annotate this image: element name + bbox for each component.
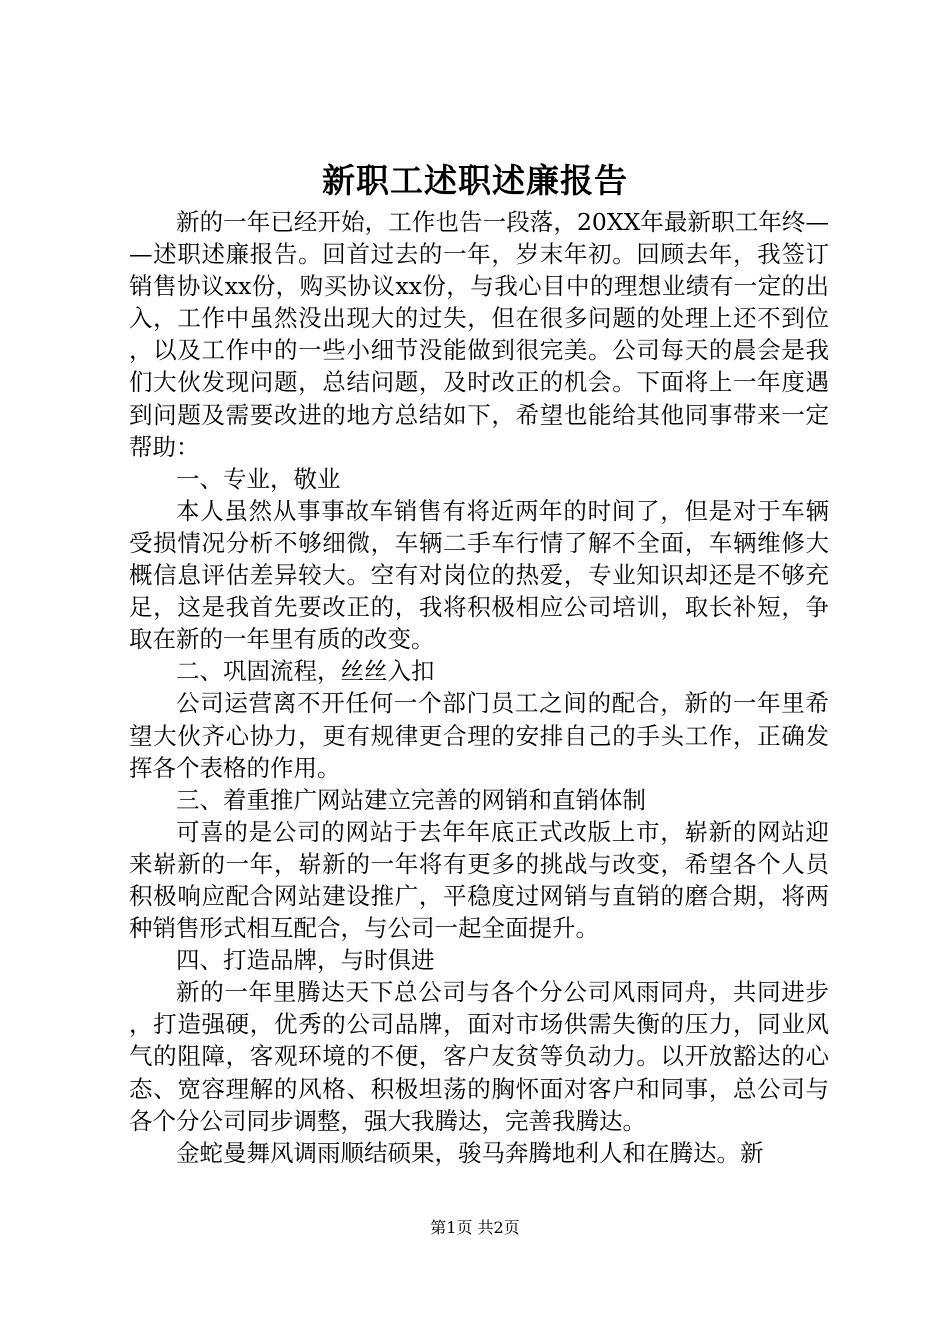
section-heading-2: 二、巩固流程，丝丝入扣	[176, 657, 435, 686]
section-heading-3: 三、着重推广网站建立完善的网销和直销体制	[176, 785, 646, 814]
closing-paragraph: 金蛇曼舞风调雨顺结硕果，骏马奔腾地利人和在腾达。新	[176, 1138, 764, 1167]
section-heading-1: 一、专业，敬业	[176, 464, 341, 493]
intro-paragraph: 新的一年已经开始，工作也告一段落，20XX年最新职工年终——述职述廉报告。回首过去的一年，岁末年初。回顾去年，我签订销售协议xx份，购买协议xx份，与我心目中的理想业绩有一定的出入，工作中虽然没出现大的过失，但在很多问题的处理上还不到位，以及工作中的一些小细节没能做到很完美。公司每天的晨会是我们大伙发现问题，总结问题，及时改正的机会。下面将上一年度遇到问题及需要改进的地方总结如下，希望也能给其他同事带来一定帮助：	[129, 208, 829, 461]
section-paragraph-3: 可喜的是公司的网站于去年年底正式改版上市，崭新的网站迎来崭新的一年，崭新的一年将有更多的挑战与改变，希望各个人员积极响应配合网站建设推广，平稳度过网销与直销的磨合期，将两种销售形式相互配合，与公司一起全面提升。	[129, 817, 829, 943]
document-body	[129, 206, 829, 1169]
page-title: 新职工述职述廉报告	[322, 161, 628, 200]
section-heading-4: 四、打造品牌，与时俱进	[176, 946, 435, 975]
page-footer: 第1页 共2页	[430, 1218, 520, 1237]
section-paragraph-4: 新的一年里腾达天下总公司与各个分公司风雨同舟，共同进步，打造强硬，优秀的公司品牌，面对市场供需失衡的压力，同业风气的阻障，客观环境的不便，客户友贫等负动力。以开放豁达的心态、宽容理解的风格、积极坦荡的胸怀面对客户和同事，总公司与各个分公司同步调整，强大我腾达，完善我腾达。	[129, 978, 829, 1135]
section-paragraph-1: 本人虽然从事事故车销售有将近两年的时间了，但是对于车辆受损情况分析不够细微，车辆二手车行情了解不全面，车辆维修大概信息评估差异较大。空有对岗位的热爱，专业知识却还是不够充足，这是我首先要改正的，我将积极相应公司培训，取长补短，争取在新的一年里有质的改变。	[129, 496, 829, 654]
section-paragraph-2: 公司运营离不开任何一个部门员工之间的配合，新的一年里希望大伙齐心协力，更有规律更合理的安排自己的手头工作，正确发挥各个表格的作用。	[129, 689, 829, 782]
